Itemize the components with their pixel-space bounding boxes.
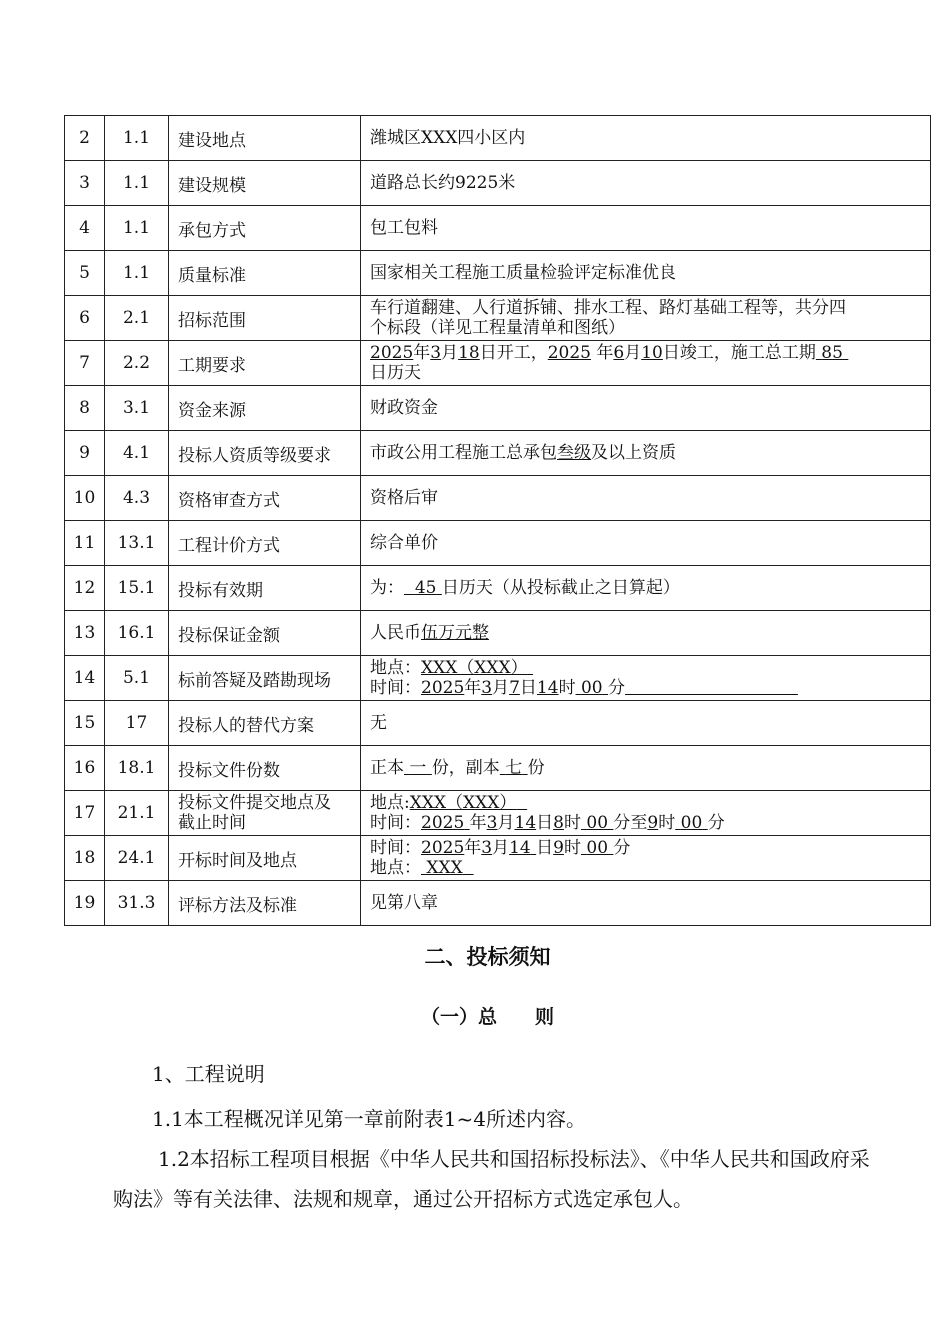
item-content [361,296,931,341]
text-fragment: 分 [707,813,725,833]
section-title: 二、投标须知 [424,945,551,969]
qualification-level: 叁级 [557,442,591,463]
item-content: 潍城区XXX四小区内 [361,116,931,161]
text-fragment: 时 [563,813,581,833]
text-fragment: 年 [464,838,482,858]
text-fragment: 日 [536,813,554,833]
validity-days [404,578,442,598]
place-text: XXX（XXX） [421,658,528,678]
text-fragment: 份 [527,757,545,778]
clause-number: 15.1 [105,566,169,611]
from-hour: 8 [553,813,564,833]
minute-value: 00 [586,838,609,858]
clause-number: 5.1 [105,656,169,701]
clause-number: 2.2 [105,341,169,386]
item-label: 资格审查方式 [169,476,361,521]
end-month: 6 [613,343,625,363]
item-content [361,746,931,791]
from-minute-value: 00 [586,813,609,833]
item-content [361,836,931,881]
table-row [65,566,931,611]
paragraph-1-2: 1.2本招标工程项目根据《中华人民共和国招标投标法》、《中华人民共和国政府采购法》等有关法律、法规和规章，通过公开招标方式选定承包人。 [113,1147,870,1211]
item-label: 评标方法及标准 [169,881,361,926]
month: 3 [486,813,498,833]
table-row [65,116,931,161]
hour: 9 [553,838,564,858]
to-minute [675,813,707,833]
year [421,813,470,833]
row-number: 3 [65,161,105,206]
row-number: 13 [65,611,105,656]
subsection-title: （一）总 则 [420,1006,554,1028]
clause-number: 1.1 [105,116,169,161]
text-fragment: 分 [608,678,626,698]
text-fragment: 日竣工，施工总工期 [662,343,816,363]
table-row [65,656,931,701]
text-fragment: 月 [624,343,642,363]
item-label: 投标文件份数 [169,746,361,791]
text-fragment: 月 [441,343,459,363]
clause-number: 21.1 [105,791,169,836]
table-row [65,476,931,521]
month: 3 [481,678,493,698]
total-days-value: 85 [821,343,843,363]
item-label: 工程计价方式 [169,521,361,566]
text-fragment: 市政公用工程施工总承包 [370,442,557,463]
row-number: 18 [65,836,105,881]
text-fragment: 分 [613,838,631,858]
item-label: 建设规模 [169,161,361,206]
total-days [816,343,848,363]
item-label: 开标时间及地点 [169,836,361,881]
hour: 14 [536,678,559,698]
table-row [65,206,931,251]
table-row [65,341,931,386]
bid-data-table [64,115,931,926]
text-fragment: 时间： [370,678,421,698]
minute [576,678,608,698]
item-content: 见第八章 [361,881,931,926]
item-content [361,656,931,701]
row-number: 5 [65,251,105,296]
copies-count-value: 七 [505,757,523,778]
original-count-value: 一 [409,757,427,778]
text-fragment: 年 [464,678,482,698]
clause-number: 18.1 [105,746,169,791]
row-number: 15 [65,701,105,746]
item-label: 工期要求 [169,341,361,386]
scope-line-1: 车行道翻建、人行道拆铺、排水工程、路灯基础工程等，共分四 [370,298,846,318]
row-number: 16 [65,746,105,791]
text-fragment: 日 [519,678,537,698]
year-value: 2025 [421,813,465,833]
item-content: 包工包料 [361,206,931,251]
text-fragment: 日历天（从投标截止之日算起） [441,577,680,598]
clause-number: 1.1 [105,251,169,296]
blank-line [625,678,798,698]
item-label: 建设地点 [169,116,361,161]
start-day: 18 [458,343,480,363]
table-row [65,701,931,746]
row-number: 19 [65,881,105,926]
item-label: 资金来源 [169,386,361,431]
text-fragment: 月 [492,678,510,698]
row-number: 14 [65,656,105,701]
item-content [361,341,931,386]
clause-number: 31.3 [105,881,169,926]
clause-number: 16.1 [105,611,169,656]
row-number: 8 [65,386,105,431]
place-value [421,658,533,678]
text-fragment: 为： [370,577,404,598]
table-row [65,161,931,206]
text-fragment: 地点： [370,658,421,678]
item-label: 投标人的替代方案 [169,701,361,746]
item-content: 资格后审 [361,476,931,521]
clause-number: 1.1 [105,206,169,251]
table-row [65,836,931,881]
item-content [361,431,931,476]
text-fragment: 时间： [370,813,421,833]
table-row [65,611,931,656]
row-number: 4 [65,206,105,251]
clause-number: 17 [105,701,169,746]
item-label: 标前答疑及踏勘现场 [169,656,361,701]
table-row [65,251,931,296]
clause-number: 13.1 [105,521,169,566]
table-row [65,521,931,566]
clause-number: 1.1 [105,161,169,206]
item-label: 承包方式 [169,206,361,251]
item-label [169,791,361,836]
site-visit-time [370,678,930,698]
item-label: 质量标准 [169,251,361,296]
place-value [421,858,474,878]
paragraph-heading: 1、工程说明 [152,1062,265,1086]
text-fragment: 月 [492,838,510,858]
text-fragment: 年 [413,343,431,363]
item-content: 国家相关工程施工质量检验评定标准优良 [361,251,931,296]
end-day: 10 [641,343,663,363]
from-minute [581,813,613,833]
table-row [65,791,931,836]
scope-line-2: 个标段（详见工程量清单和图纸） [370,318,625,338]
text-fragment: 份，副本 [431,757,500,778]
clause-number: 24.1 [105,836,169,881]
text-fragment: 月 [497,813,515,833]
text-fragment: 及以上资质 [591,442,676,463]
text-fragment: 分至 [613,813,648,833]
item-content [361,611,931,656]
table-row [65,881,931,926]
minute [581,838,613,858]
text-fragment: 时 [563,838,581,858]
item-label: 招标范围 [169,296,361,341]
month: 3 [481,838,493,858]
text-fragment: 正本 [370,757,404,778]
text-fragment: 地点： [370,858,421,878]
table-row [65,386,931,431]
original-count [404,758,432,778]
item-content: 综合单价 [361,521,931,566]
text-fragment: 年 [469,813,487,833]
item-content: 道路总长约9225米 [361,161,931,206]
text-fragment: 日开工， [479,343,548,363]
text-fragment: 时间： [370,838,421,858]
opening-time [370,838,930,858]
submission-time [370,813,930,833]
item-content: 无 [361,701,931,746]
site-visit-place [370,658,930,678]
table-row [65,296,931,341]
item-label: 投标保证金额 [169,611,361,656]
day [509,838,536,858]
to-hour: 9 [647,813,659,833]
row-number: 9 [65,431,105,476]
row-number: 11 [65,521,105,566]
end-year: 2025 [547,343,591,363]
day: 7 [509,678,520,698]
row-number: 7 [65,341,105,386]
place-text: XXX（XXX） [409,793,517,813]
clause-number: 3.1 [105,386,169,431]
text-fragment: 日 [536,838,554,858]
item-content [361,566,931,611]
table-row [65,431,931,476]
row-number: 17 [65,791,105,836]
item-label-line-2: 截止时间 [178,813,246,833]
deposit-amount: 伍万元整 [421,622,489,643]
text-fragment: 年 [596,343,614,363]
clause-number: 4.3 [105,476,169,521]
place-text: XXX [426,858,463,878]
place-value [410,793,527,813]
item-label: 投标人资质等级要求 [169,431,361,476]
text-fragment: 时 [658,813,676,833]
row-number: 12 [65,566,105,611]
start-month: 3 [430,343,442,363]
schedule-line-1 [370,343,930,363]
clause-number: 2.1 [105,296,169,341]
paragraph-1-1: 1.1本工程概况详见第一章前附表1~4所述内容。 [152,1107,587,1131]
schedule-line-2: 日历天 [370,363,421,383]
row-number: 6 [65,296,105,341]
minute-value: 00 [580,678,603,698]
opening-place [370,858,930,878]
row-number: 2 [65,116,105,161]
text-fragment: 时 [558,678,576,698]
year: 2025 [421,678,465,698]
day-value: 14 [509,838,531,858]
submission-place [370,793,930,813]
item-content [361,791,931,836]
clause-number: 4.1 [105,431,169,476]
year: 2025 [421,838,465,858]
item-content: 财政资金 [361,386,931,431]
validity-days-value: 45 [414,577,437,598]
table-row [65,746,931,791]
item-label: 投标有效期 [169,566,361,611]
copies-count [500,758,528,778]
text-fragment: 人民币 [370,622,421,643]
day: 14 [514,813,537,833]
to-minute-value: 00 [680,813,703,833]
row-number: 10 [65,476,105,521]
item-label-line-1: 投标文件提交地点及 [178,793,331,813]
text-fragment: 地点: [370,793,410,813]
start-year: 2025 [370,343,414,363]
